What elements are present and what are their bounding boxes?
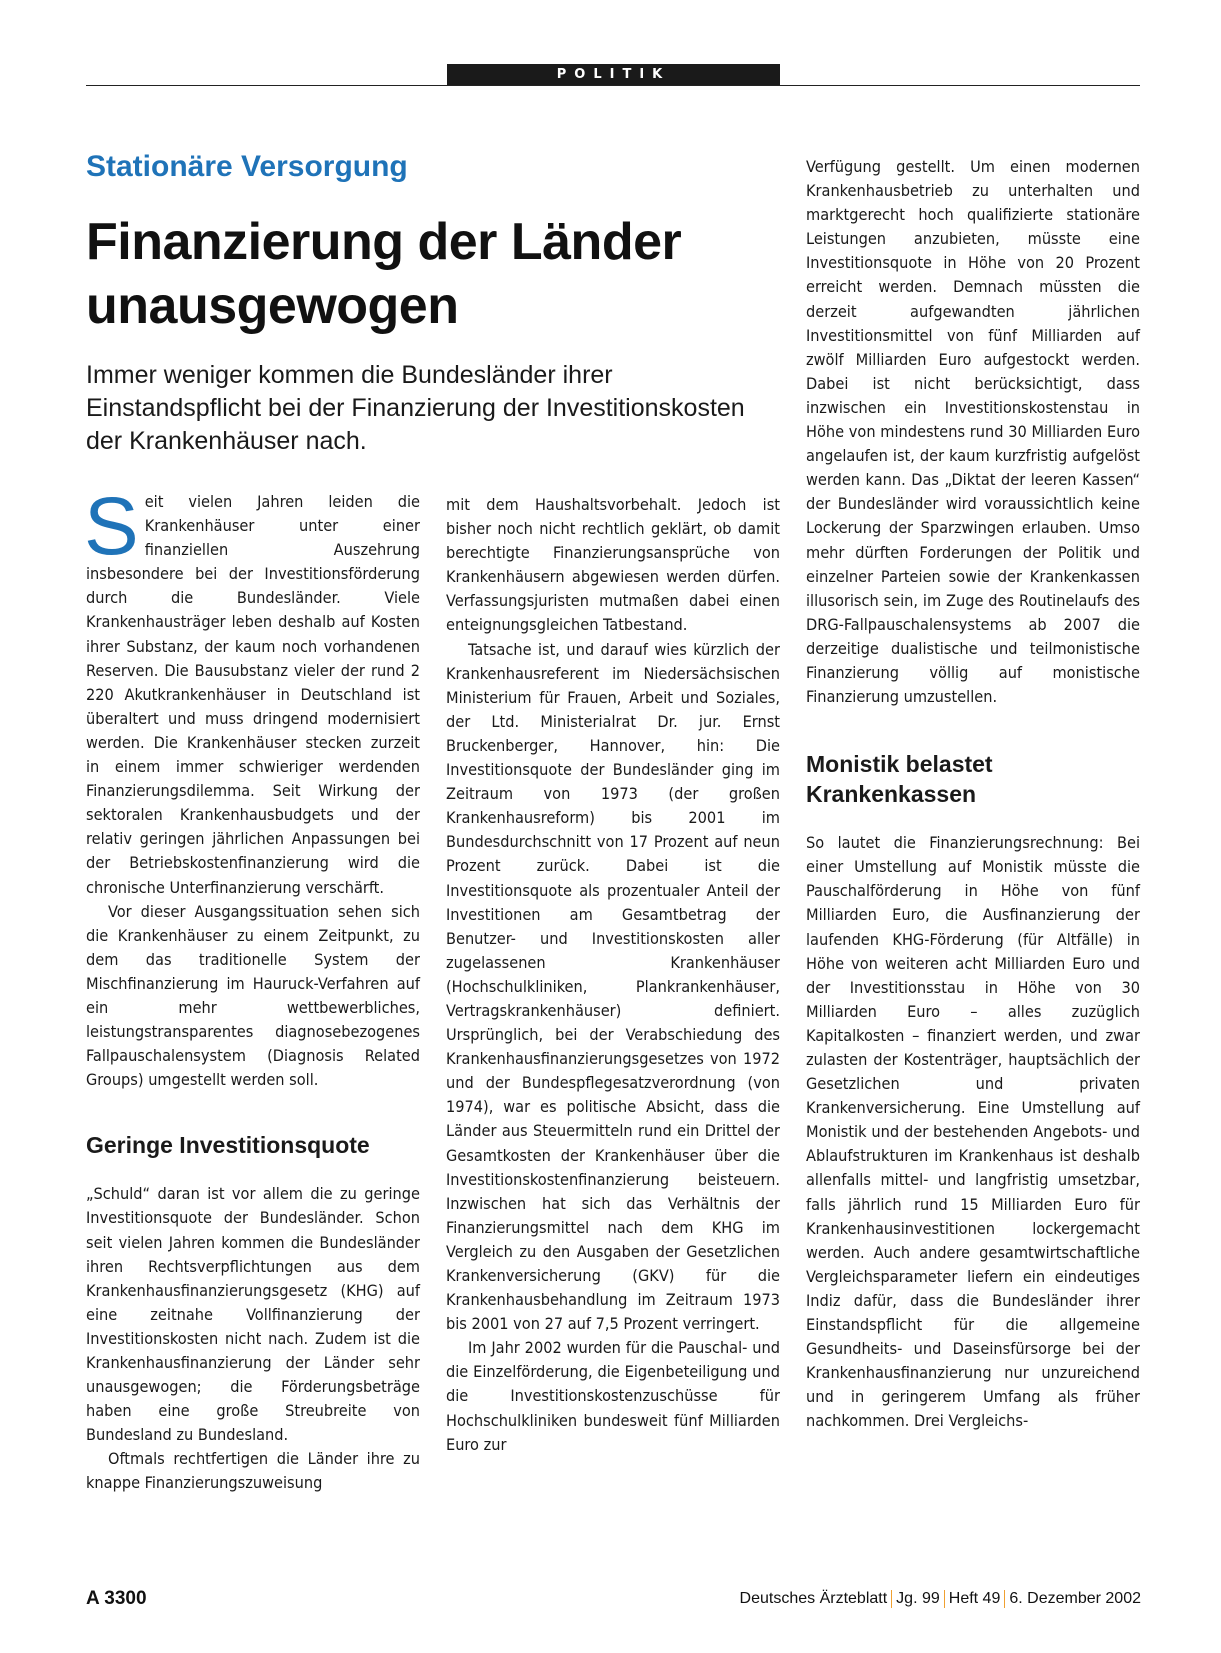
text-column-1 [84, 481, 420, 1496]
paragraph: „Schuld“ daran ist vor allem die zu geringe Investitionsquote der Bundesländer. Schon seit vielen Jahren kommen die Bundesländer ihren Rechtsverpflichtungen aus dem Krankenhausfinanzierungsgesetz (KHG) auf eine zeitnahe Vollfinanzierung der Investitionskosten nicht nach. Zudem ist die Krankenhausfinanzierung der Länder sehr unausgewogen; die Förderungsbeträge haben eine große Streubreite von Bundesland zu Bundesland. [86, 1184, 420, 1445]
paragraph: Oftmals rechtfertigen die Länder ihre zu knappe Finanzierungszuweisung [86, 1449, 420, 1493]
subheading: Geringe Investitionsquote [86, 1132, 370, 1159]
header-rule [86, 85, 1140, 86]
text-column-3 [806, 155, 1140, 1434]
drop-cap: S [84, 481, 139, 572]
paragraph: So lautet die Finanzierungsrechnung: Bei einer Umstellung auf Monistik müsste die Pauschalförderung in Höhe von fünf Milliarden Euro, die Ausfinanzierung der laufenden KHG-Förderung (für Altfälle) in Höhe von weiteren acht Milliarden Euro und der Investitionsstau in Höhe von 30 Milliarden Euro – alles zuzüglich Kapitalkosten – finanziert werden, und zwar zulasten der Kostenträger, hauptsächlich der Gesetzlichen und privaten Krankenversicherung. Eine Umstellung auf Monistik und der bestehenden Angebots- und Ablaufstrukturen im Krankenhaus ist deshalb allenfalls mittel- und langfristig umsetzbar, falls jährlich rund 15 Milliarden Euro für Krankenhausinvestitionen lockergemacht werden. Auch andere gesamtwirtschaftliche Vergleichsparameter liefern ein eindeutiges Indiz dafür, dass die Bundesländer ihrer Einstandspflicht für die allgemeine Gesundheits- und Daseinsfürsorge bei der Krankenhausfinanzierung nur unzureichend und in geringerem Umfang als früher nachkommen. Drei Vergleichs- [806, 833, 1140, 1431]
article-headline [86, 210, 726, 338]
volume: Jg. 99 [896, 1590, 940, 1608]
divider [944, 1590, 945, 1608]
headline-line-1: Finanzierung der Länder [86, 213, 682, 271]
article-kicker: Stationäre Versorgung [86, 150, 408, 183]
paragraph: Verfügung gestellt. Um einen modernen Krankenhausbetrieb zu unterhalten und marktgerecht hoch qualifizierte stationäre Leistungen anzubieten, müsste eine Investitionsquote in Höhe von 20 Prozent erreicht werden. Demnach müssten die derzeit aufgewandten jährlichen Investitionsmittel von fünf Milliarden auf zwölf Milliarden Euro aufgestockt werden. Dabei ist nicht berücksichtigt, dass inzwischen ein Investitionskostenstau in Höhe von mindestens rund 30 Milliarden Euro angelaufen ist, der kaum kurzfristig aufgelöst werden kann. Das „Diktat der leeren Kassen“ der Bundesländer wird voraussichtlich keine Lockerung der Sparzwingen erlauben. Umso mehr dürften Forderungen der Politik und einzelner Parteien sowie der Krankenkassen illusorisch sein, im Zuge des Routinelaufs des DRG-Fallpauschalensystems ab 2007 die derzeitige dualistische und teilmonistische Finanzierung völlig auf monistische Finanzierung umzustellen. [806, 157, 1140, 707]
publication-info [740, 1590, 1141, 1608]
article-lead: Immer weniger kommen die Bundesländer ihrer Einstandspflicht bei der Finanzierung der Investitionskosten der Krankenhäuser nach. [86, 361, 745, 455]
headline-line-2: unausgewogen [86, 277, 459, 335]
page-number: A 3300 [86, 1588, 147, 1609]
divider [1004, 1590, 1005, 1608]
paragraph-text: eit vielen Jahren leiden die Krankenhäuser unter einer finanziellen Auszehrung insbesondere bei der Investitionsförderung durch die Bundesländer. Viele Krankenhausträger leben deshalb auf Kosten ihrer Substanz, der kaum noch vorhandenen Reserven. Die Bausubstanz vieler der rund 2 220 Akutkrankenhäuser in Deutschland ist überaltert und muss dringend modernisiert werden. Die Krankenhäuser stecken zurzeit in einem immer schwieriger werdenden Finanzierungsdilemma. Seit Wirkung der sektoralen Krankenhausbudgets und der relativ geringen jährlichen Anpassungen bei der Betriebskostenfinanzierung wird die chronische Unterfinanzierung verschärft. [86, 492, 420, 897]
journal-name: Deutsches Ärzteblatt [739, 1590, 888, 1608]
paragraph: Im Jahr 2002 wurden für die Pauschal- und die Einzelförderung, die Eigenbeteiligung und die Investitionskostenzuschüsse für Hochschulkliniken bundesweit fünf Milliarden Euro zur [446, 1338, 780, 1454]
paragraph: Vor dieser Ausgangssituation sehen sich die Krankenhäuser zu einem Zeitpunkt, zu dem das traditionelle System der Mischfinanzierung im Hauruck-Verfahren auf ein mehr wettbewerbliches, leistungstransparentes diagnosebezogenes Fallpauschalensystem (Diagnosis Related Groups) umgestellt werden soll. [86, 901, 420, 1090]
divider [891, 1590, 892, 1608]
text-column-2 [446, 493, 780, 1457]
subheading: Monistik belastet Krankenkassen [806, 751, 993, 808]
issue: Heft 49 [948, 1590, 1001, 1608]
paragraph: Tatsache ist, und darauf wies kürzlich der Krankenhausreferent im Niedersächsischen Ministerium für Frauen, Arbeit und Soziales, der Ltd. Ministerialrat Dr. jur. Ernst Bruckenberger, Hannover, hin: Die Investitionsquote der Bundesländer ging im Zeitraum von 1973 (der großen Krankenhausreform) bis 2001 im Bundesdurchschnitt von 17 Prozent auf neun Prozent zurück. Dabei ist die Investitionsquote als prozentualer Anteil der Investitionen am Gesamtbetrag der Benutzer- und Investitionskosten aller zugelassenen Krankenhäuser (Hochschulkliniken, Plankrankenhäuser, Vertragskrankenhäuser) definiert. Ursprünglich, bei der Verabschiedung des Krankenhausfinanzierungsgesetzes von 1972 und der Bundespflegesatzverordnung (von 1974), war es politische Absicht, dass die Länder aus Steuermitteln rund ein Drittel der Gesamtkosten der Krankenhäuser über die Investitionskostenfinanzierung beisteuern. Inzwischen hat sich das Verhältnis der Finanzierungsmittel nach dem KHG im Vergleich zu den Ausgaben der Gesetzlichen Krankenversicherung (GKV) für die Krankenhausbehandlung im Zeitraum 1973 bis 2001 von 27 auf 7,5 Prozent verringert. [446, 639, 780, 1334]
section-label: POLITIK [447, 64, 780, 85]
issue-date: 6. Dezember 2002 [1009, 1590, 1141, 1608]
paragraph: mit dem Haushaltsvorbehalt. Jedoch ist bisher noch nicht rechtlich geklärt, ob damit berechtigte Finanzierungsansprüche von Krankenhäusern abgewiesen werden dürfen. Verfassungsjuristen mutmaßen dabei einen enteignungsgleichen Tatbestand. [446, 495, 780, 635]
paragraph [84, 481, 420, 900]
